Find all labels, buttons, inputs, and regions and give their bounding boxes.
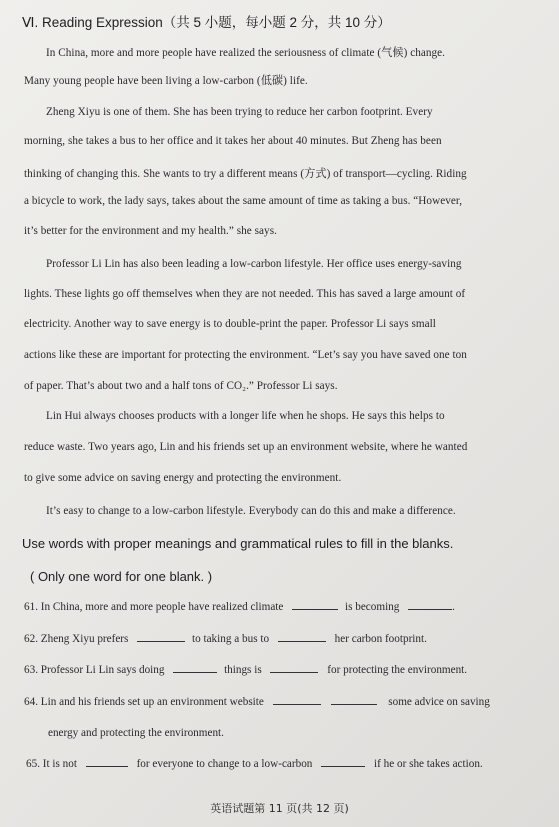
question-text: .	[452, 601, 455, 613]
answer-blank[interactable]	[137, 631, 185, 642]
question-text: is becoming	[344, 601, 400, 613]
question-text: 61. In China, more and more people have realized climate	[24, 601, 284, 613]
passage-line: lights. These lights go off themselves when they are not needed. This has saved a large amount of	[24, 288, 466, 300]
question-text: for protecting the environment.	[327, 664, 468, 676]
question-text: 65. It is not	[26, 758, 77, 770]
passage-line: it’s better for the environment and my health.” she says.	[24, 225, 277, 237]
question-63	[24, 662, 467, 676]
passage-line: to give some advice on saving energy and protecting the environment.	[24, 472, 342, 484]
passage-line: reduce waste. Two years ago, Lin and his friends set up an environment website, where he wanted	[24, 441, 468, 453]
passage-line: thinking of changing this. She wants to try a different means (方式) of transport—cycling. Riding	[24, 168, 467, 180]
answer-blank[interactable]	[292, 599, 338, 610]
page-footer: 英语试题第 11 页(共 12 页)	[210, 802, 349, 815]
question-text: for everyone to change to a low-carbon	[136, 758, 313, 770]
answer-blank[interactable]	[278, 631, 326, 642]
question-text: 62. Zheng Xiyu prefers	[24, 633, 129, 645]
answer-blank[interactable]	[408, 599, 452, 610]
section-title: Ⅵ. Reading Expression（共 5 小题，每小题 2 分，共 10 分）	[22, 15, 391, 30]
question-text: things is	[224, 664, 262, 676]
passage-line: Lin Hui always chooses products with a longer life when he shops. He says this helps to	[46, 410, 445, 422]
answer-blank[interactable]	[86, 756, 128, 767]
passage-line: a bicycle to work, the lady says, takes about the same amount of time as taking a bus. “However,	[24, 195, 463, 207]
passage-line: electricity. Another way to save energy is to double-print the paper. Professor Li says small	[24, 318, 436, 330]
question-62	[24, 631, 427, 645]
passage-line: of paper. That’s about two and a half tons of CO₂.” Professor Li says.	[24, 380, 338, 392]
passage-line: Many young people have been living a low-carbon (低碳) life.	[24, 75, 308, 87]
answer-blank[interactable]	[331, 694, 377, 705]
question-text: to taking a bus to	[191, 633, 270, 645]
question-text: if he or she takes action.	[373, 758, 483, 770]
question-64-continued: energy and protecting the environment.	[48, 727, 224, 739]
question-65	[26, 756, 483, 770]
passage-line: morning, she takes a bus to her office and it takes her about 40 minutes. But Zheng has been	[24, 135, 442, 147]
answer-blank[interactable]	[273, 694, 321, 705]
question-text: 64. Lin and his friends set up an environment website	[24, 696, 264, 708]
answer-blank[interactable]	[270, 662, 318, 673]
question-text: her carbon footprint.	[334, 633, 427, 645]
passage-line: actions like these are important for protecting the environment. “Let’s say you have saved one ton	[24, 349, 467, 361]
passage-line: Professor Li Lin has also been leading a low-carbon lifestyle. Her office uses energy-saving	[46, 258, 462, 270]
passage-line: It’s easy to change to a low-carbon lifestyle. Everybody can do this and make a difference.	[46, 505, 456, 517]
passage-line: In China, more and more people have realized the seriousness of climate (气候) change.	[46, 47, 446, 59]
instruction-note: ( Only one word for one blank. )	[30, 569, 213, 584]
question-64	[24, 694, 490, 708]
question-text: some advice on saving	[388, 696, 490, 708]
answer-blank[interactable]	[173, 662, 217, 673]
instruction-text: Use words with proper meanings and grammatical rules to fill in the blanks.	[22, 536, 454, 551]
answer-blank[interactable]	[321, 756, 365, 767]
question-61	[24, 599, 455, 613]
question-text: 63. Professor Li Lin says doing	[24, 664, 165, 676]
passage-line: Zheng Xiyu is one of them. She has been trying to reduce her carbon footprint. Every	[46, 106, 433, 118]
